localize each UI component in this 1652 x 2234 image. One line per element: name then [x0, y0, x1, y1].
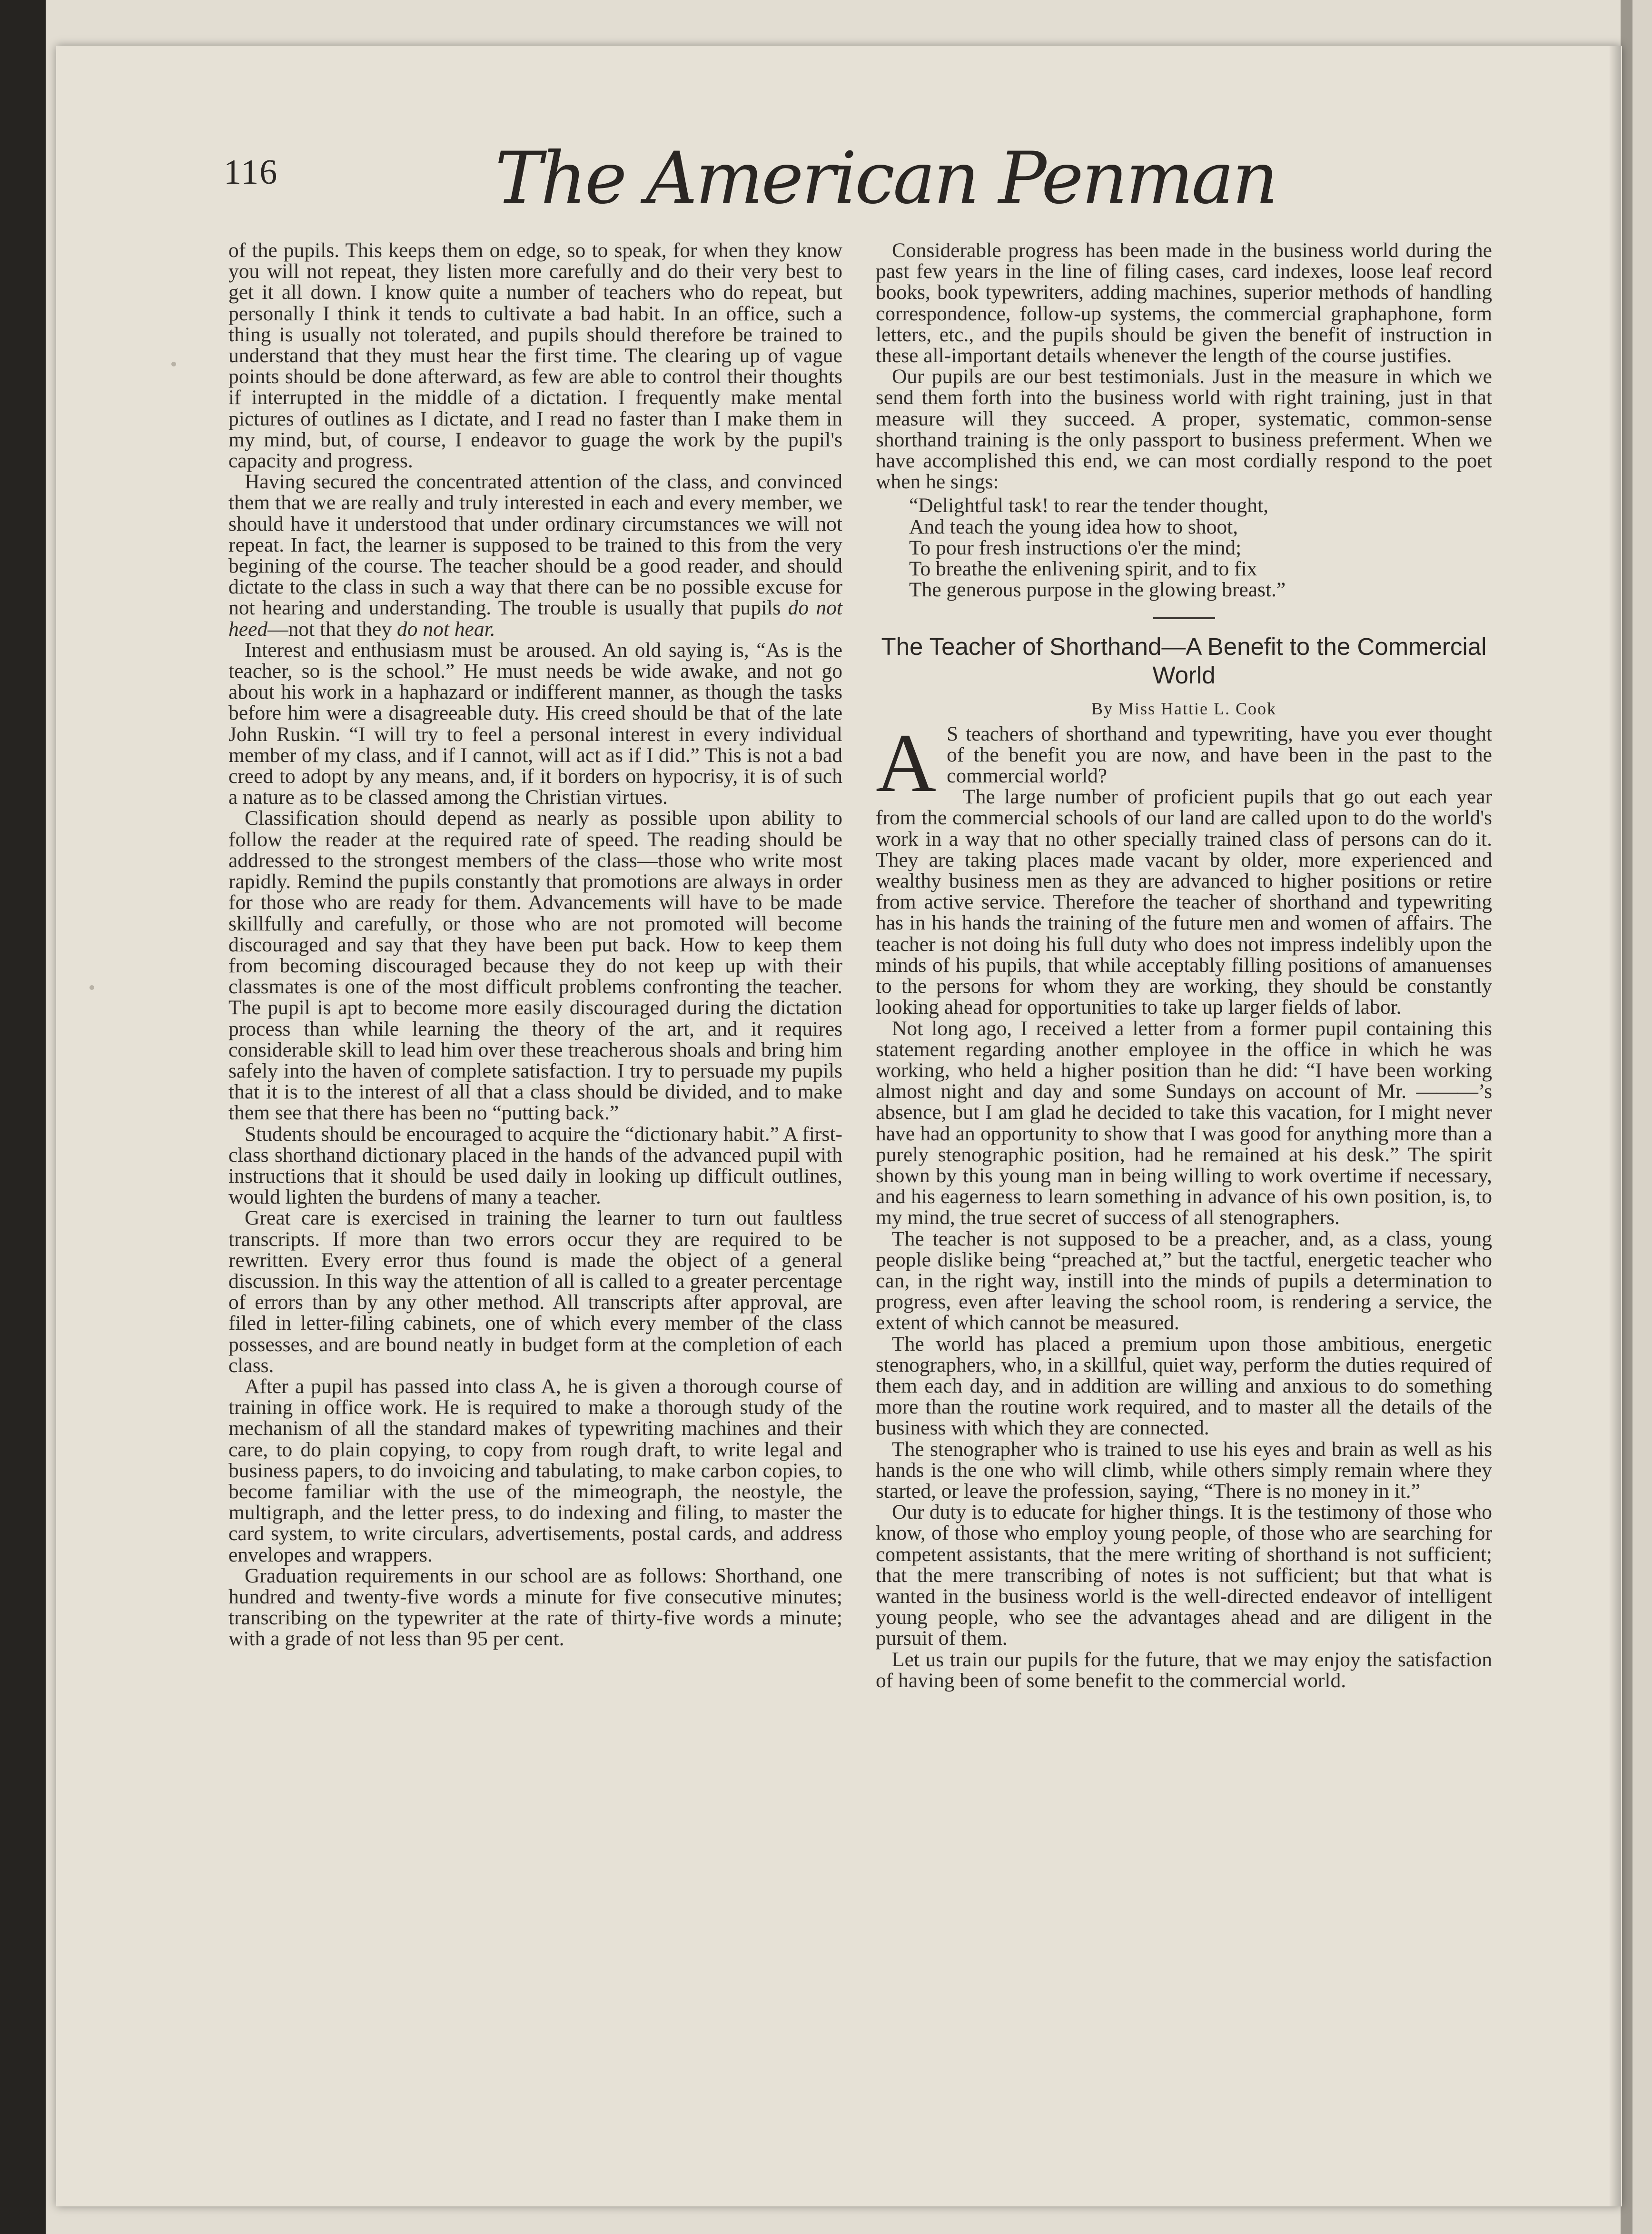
- paragraph: The large number of proficient pupils that go out each year from the commercial schools of our land are called upon to do the world's work in a way that no other specially trained class of persons can do it. They are taking places made vacant by older, more experienced and wealthy business men as they are advanced to higher positions or retire from active service. Therefore the teacher of shorthand and typewriting has in his hands the training of the future men and women of affairs. The teacher is not doing his full duty who does not impress indelibly upon the minds of his pupils, that while acceptably filling positions of amanuenses to the persons for whom they are working, they should be constantly looking ahead for opportunities to take up larger fields of labor.: [876, 785, 1492, 1019]
- right-column: [876, 240, 1492, 1691]
- masthead-logo: The American Penman: [495, 137, 1276, 220]
- paragraph: The teacher is not supposed to be a preacher, and, as a class, young people dislike being “preached at,” but the tactful, energetic teacher who can, in the right way, instill into the minds of pupils a determination to progress, even after leaving the school room, is rendering a service, the extent of which cannot be measured.: [876, 1227, 1492, 1334]
- article-title: The Teacher of Shorthand—A Benefit to the Commercial World: [881, 633, 1487, 689]
- paper-speck: [171, 362, 176, 366]
- paragraph: After a pupil has passed into class A, he is given a thorough course of training in office work. He is required to make a thorough study of the mechanism of all the standard makes of typewriting machines and their care, to do plain copying, to copy from rough draft, to write legal and business papers, to do invoicing and tabulating, to make carbon copies, to become familiar with the use of the mimeograph, the neostyle, the multigraph, and the letter press, to do indexing and filing, to master the card system, to write circulars, advertisements, postal cards, and address envelopes and wrappers.: [228, 1374, 842, 1566]
- paragraph: Interest and enthusiasm must be aroused. An old saying is, “As is the teacher, so is the school.” He must needs be wide awake, and not go about his work in a haphazard or indifferent manner, as though the tasks before him were a disagreeable duty. His creed should be that of the late John Ruskin. “I will try to feel a personal interest in every individual member of my class, and if I cannot, will act as if I did.” This is not a bad creed to adopt by any means, and, if it borders on hypocrisy, it is of such a nature as to be classed among the Christian virtues.: [228, 638, 842, 809]
- paragraph: Classification should depend as nearly as possible upon ability to follow the reader at the required rate of speed. The reading should be addressed to the strongest members of the class—those who write most rapidly. Remind the pupils constantly that promotions are always in order for those who are ready for them. Advancements will have to be made skillfully and carefully, or those who are not promoted will become discouraged and say that they have been put back. How to keep them from becoming discouraged because they do not keep up with their classmates is one of the most difficult problems confronting the teacher. The pupil is apt to become more easily discouraged during the dictation process than while learning the theory of the art, and it requires considerable skill to lead him over these treacherous shoals and bring him safely into the haven of complete satisfaction. I try to persuade my pupils that it is to the interest of all that a class should be divided, and to make them see that there has been no “putting back.”: [228, 807, 842, 1125]
- paragraph: Our duty is to educate for higher things. It is the testimony of those who know, of those who employ young people, of those who are searching for competent assistants, that the mere writing of shorthand is not sufficient; that the mere transcribing of notes is not sufficient; but that what is wanted in the business world is the well-directed endeavor of intelligent young people, who see the advantages ahead and are diligent in the pursuit of them.: [876, 1501, 1492, 1650]
- paragraph: The stenographer who is trained to use his eyes and brain as well as his hands is the one who will climb, while others simply remain where they started, or leave the profession, saying, “There is no money in it.”: [876, 1437, 1492, 1503]
- poem-line: To pour fresh instructions o'er the mind;: [909, 536, 1242, 559]
- poem-line: And teach the young idea how to shoot,: [909, 515, 1238, 538]
- left-column: [228, 240, 842, 1650]
- poem-line: To breathe the enlivening spirit, and to fix: [909, 557, 1257, 581]
- poem-line: “Delightful task! to rear the tender thought,: [909, 494, 1268, 517]
- page-number: 116: [224, 153, 278, 192]
- article-byline: By Miss Hattie L. Cook: [1091, 699, 1276, 719]
- paragraph: Having secured the concentrated attention of the class, and convinced them that we are really and truly interested in each and every member, we should have it understood that under ordinary circumstances we will not repeat. In fact, the learner is supposed to be trained to this from the very begining of the course. The teacher should be a good reader, and should dictate to the class in such a way that there can be no possible excuse for not hearing and understanding. The trouble is usually that pupils do not heed—not that they do not hear.: [228, 470, 842, 641]
- poem-line: The generous purpose in the glowing breast.”: [909, 578, 1286, 602]
- paragraph: Considerable progress has been made in the business world during the past few years in the line of filing cases, card indexes, loose leaf record books, book typewriters, adding machines, superior methods of handling correspondence, follow-up systems, the commercial graphaphone, form letters, etc., and the pupils should be given the benefit of instruction in these all-important details whenever the length of the course justifies.: [876, 239, 1492, 367]
- italic-phrase: do not heed: [228, 596, 842, 641]
- section-divider: [1153, 617, 1215, 619]
- paragraph: Great care is exercised in training the learner to turn out faultless transcripts. If more than two errors occur they are required to be rewritten. Every error thus found is made the object of a general discussion. In this way the attention of all is called to a greater percentage of errors than by any other method. All transcripts after approval, are filed in letter-filing cabinets, one of which every member of the class possesses, and are bound neatly in budget form at the completion of each class.: [228, 1206, 842, 1377]
- lead-paragraph: A S teachers of shorthand and typewriting, have you ever thought of the benefit you are now, and have been in the past to the commercial world?: [876, 716, 1492, 810]
- paragraph: Students should be encouraged to acquire the “dictionary habit.” A first-class shorthand dictionary placed in the hands of the advanced pupil with instructions that it should be used daily in looking up difficult outlines, would lighten the burdens of many a teacher.: [228, 1122, 842, 1209]
- italic-phrase: do not hear.: [396, 617, 495, 641]
- poem-quote: [909, 495, 1492, 600]
- drop-cap: A: [876, 716, 937, 810]
- paragraph: Our pupils are our best testimonials. Just in the measure in which we send them forth into the business world with right training, just in that measure will they succeed. A proper, systematic, common-sense shorthand training is the only passport to business preferment. When we have accomplished this end, we can most cordially respond to the poet when he sings:: [876, 365, 1492, 494]
- paragraph: of the pupils. This keeps them on edge, so to speak, for when they know you will not repeat, they listen more carefully and do their very best to get it all down. I know quite a number of teachers who do repeat, but personally I think it tends to cultivate a bad habit. In an office, such a thing is usually not tolerated, and pupils should therefore be trained to understand that they must hear the first time. The clearing up of vague points should be done afterward, as few are able to control their thoughts if interrupted in the middle of a dictation. I frequently make mental pictures of outlines as I dictate, and I read no faster than I make them in my mind, but, of course, I endeavor to guage the work by the pupil's capacity and progress.: [228, 239, 842, 473]
- paragraph: The world has placed a premium upon those ambitious, energetic stenographers, who, in a skillful, quiet way, perform the duties required of them each day, and in addition are willing and anxious to do something more than the routine work required, and to master all the details of the business with which they are connected.: [876, 1332, 1492, 1440]
- paragraph: Graduation requirements in our school are as follows: Shorthand, one hundred and twenty-five words a minute for five consecutive minutes; transcribing on the typewriter at the rate of thirty-five words a minute; with a grade of not less than 95 per cent.: [228, 1564, 842, 1651]
- paragraph: Let us train our pupils for the future, that we may enjoy the satisfaction of having been of some benefit to the commercial world.: [876, 1648, 1492, 1692]
- page-edge-shadow: [1609, 46, 1621, 2206]
- paragraph: Not long ago, I received a letter from a former pupil containing this statement regarding another employee in the office in which he was working, who held a higher position than he did: “I have been working almost night and day and some Sundays on account of Mr. ———’s absence, but I am glad he decided to take this vacation, for I might never have had an opportunity to show that I was good for anything more than a purely stenographic position, had he remained at his desk.” The spirit shown by this young man in being willing to work overtime if necessary, and his eagerness to learn something in advance of his own position, is, to my mind, the true secret of success of all stenographers.: [876, 1017, 1492, 1229]
- paper-speck: [89, 985, 94, 990]
